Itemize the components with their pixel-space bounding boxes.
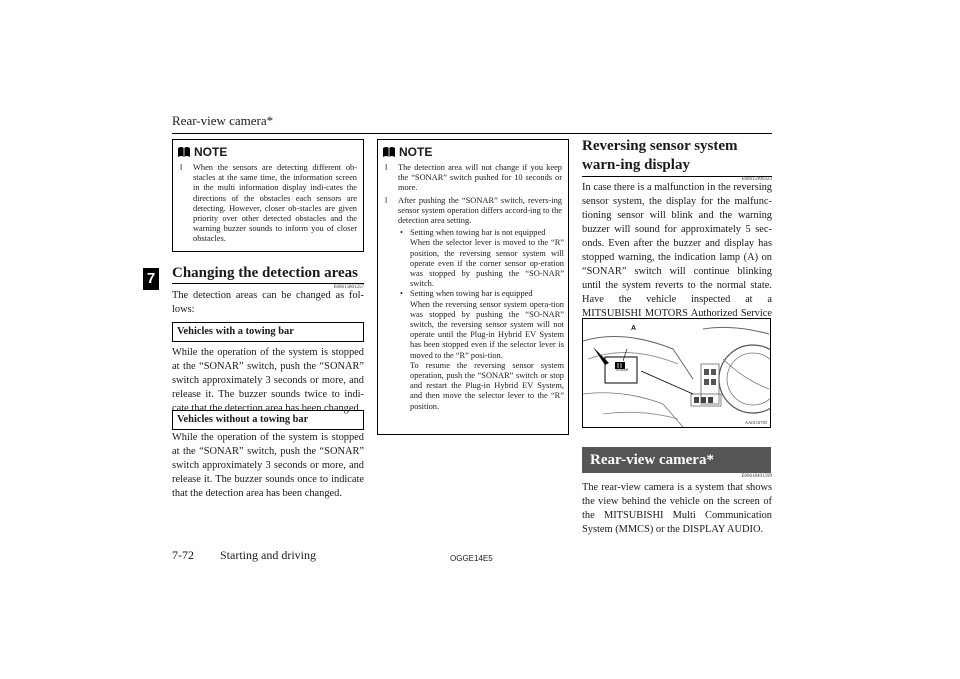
heading-rule	[172, 283, 364, 284]
detection-intro: The detection areas can be changed as fol-lows:	[172, 290, 364, 315]
sonar-switch-figure	[582, 318, 771, 428]
subitem-text-2: To resume the reversing sensor system operation, push the “SONAR” switch or stop and restart the Plug-in Hybrid EV System, and then move the selector lever to the “R” position.	[410, 360, 564, 411]
section-name: Starting and driving	[220, 548, 316, 562]
callout-a: A	[631, 325, 637, 332]
subhead-with-towing-bar: Vehicles with a towing bar	[172, 322, 364, 342]
note-header	[382, 144, 568, 160]
section-code: E00618401599	[741, 474, 772, 479]
rear-view-camera-text: The rear-view camera is a system that shows the view behind the vehicle on the screen of the MITSUBISHI Multi Communication System (MMCS) or the DISPLAY AUDIO.	[582, 482, 772, 535]
note-item: l After pushing the “SONAR” switch, revers-ing sensor system operation differs accord-ing to the detection area setting.	[384, 196, 562, 227]
note-subitem-not-equipped	[398, 228, 564, 289]
chapter-tab: 7	[143, 268, 159, 290]
without-towing-bar-text: While the operation of the system is stopped at the “SONAR” switch, push the “SONAR” switch approximately 3 seconds or more, and release it. The buzzer sounds once to indicate that the detection area has been changed.	[172, 432, 364, 499]
note-box-2	[377, 139, 569, 435]
subhead-without-towing-bar: Vehicles without a towing bar	[172, 410, 364, 430]
note-label: NOTE	[194, 145, 228, 159]
warning-display-text: In case there is a malfunction in the reversing sensor system, the display for the malfunc-tioning sensor will blink and the warning buzzer will sound for approximately 5 sec-onds. Even after the buzzer and display has stopped warning, the indication lamp (A) on “SONAR” switch will continue blinking until the system reverts to the normal state. Have the vehicle inspected at a MITSUBISHI MOTORS Authorized Service	[582, 182, 772, 319]
sonar-switch-label: SONAR	[616, 368, 629, 372]
note-item: l The detection area will not change if you keep the “SONAR” switch pushed for 10 seconds or more.	[384, 163, 562, 194]
running-header: Rear-view camera*	[172, 113, 274, 128]
note-icon	[382, 146, 396, 158]
rear-view-camera-banner: Rear-view camera*	[582, 447, 771, 473]
with-towing-bar-text: While the operation of the system is stopped at the “SONAR” switch, push the “SONAR” switch approximately 3 seconds or more, and release it. The buzzer sounds twice to indi-cate that the detection area has been changed.	[172, 347, 364, 414]
subitem-text: When the reversing sensor system opera-tion was stopped by pushing the “SO-NAR” switch, the reversing sensor system will not operate until the Plug-in Hybrid EV System has been stopped even if the selector lever is moved to the “R” posi-tion.	[410, 299, 564, 360]
header-rule	[172, 133, 772, 134]
note-header	[177, 144, 363, 160]
note-item: l When the sensors are detecting different ob-stacles at the same time, the information screen in the multi information display indi-cates the directions of the obstacles each sensors are detecting. However, closer ob-stacles are given priority over other detected obstacles and the warning buzzer sounds to inform you of closer obstacles.	[179, 163, 357, 245]
section-heading-detection-areas: Changing the detection areas	[172, 265, 358, 281]
subitem-title: • Setting when towing bar is not equipped	[410, 228, 546, 238]
doc-code: OGGE14E5	[450, 554, 493, 563]
page-number: 7-72	[172, 548, 194, 562]
section-heading-warning-display: Reversing sensor system warn-ing display	[582, 138, 738, 173]
note-label: NOTE	[399, 145, 433, 159]
note-subitem-equipped	[398, 289, 564, 411]
section-code: E00615900323	[741, 177, 772, 182]
subitem-text: When the selector lever is moved to the “R” position, the reversing sensor system will operate even if the corner sensor op-eration was stopped by pushing the “SO-NAR” switch.	[410, 238, 564, 289]
dashboard-illustration	[583, 319, 770, 427]
note-icon	[177, 146, 191, 158]
note-box-1	[172, 139, 364, 252]
figure-code: AA0110783	[744, 420, 767, 425]
subitem-title: • Setting when towing bar is equipped	[410, 289, 533, 299]
section-code: E00615801257	[333, 285, 364, 290]
